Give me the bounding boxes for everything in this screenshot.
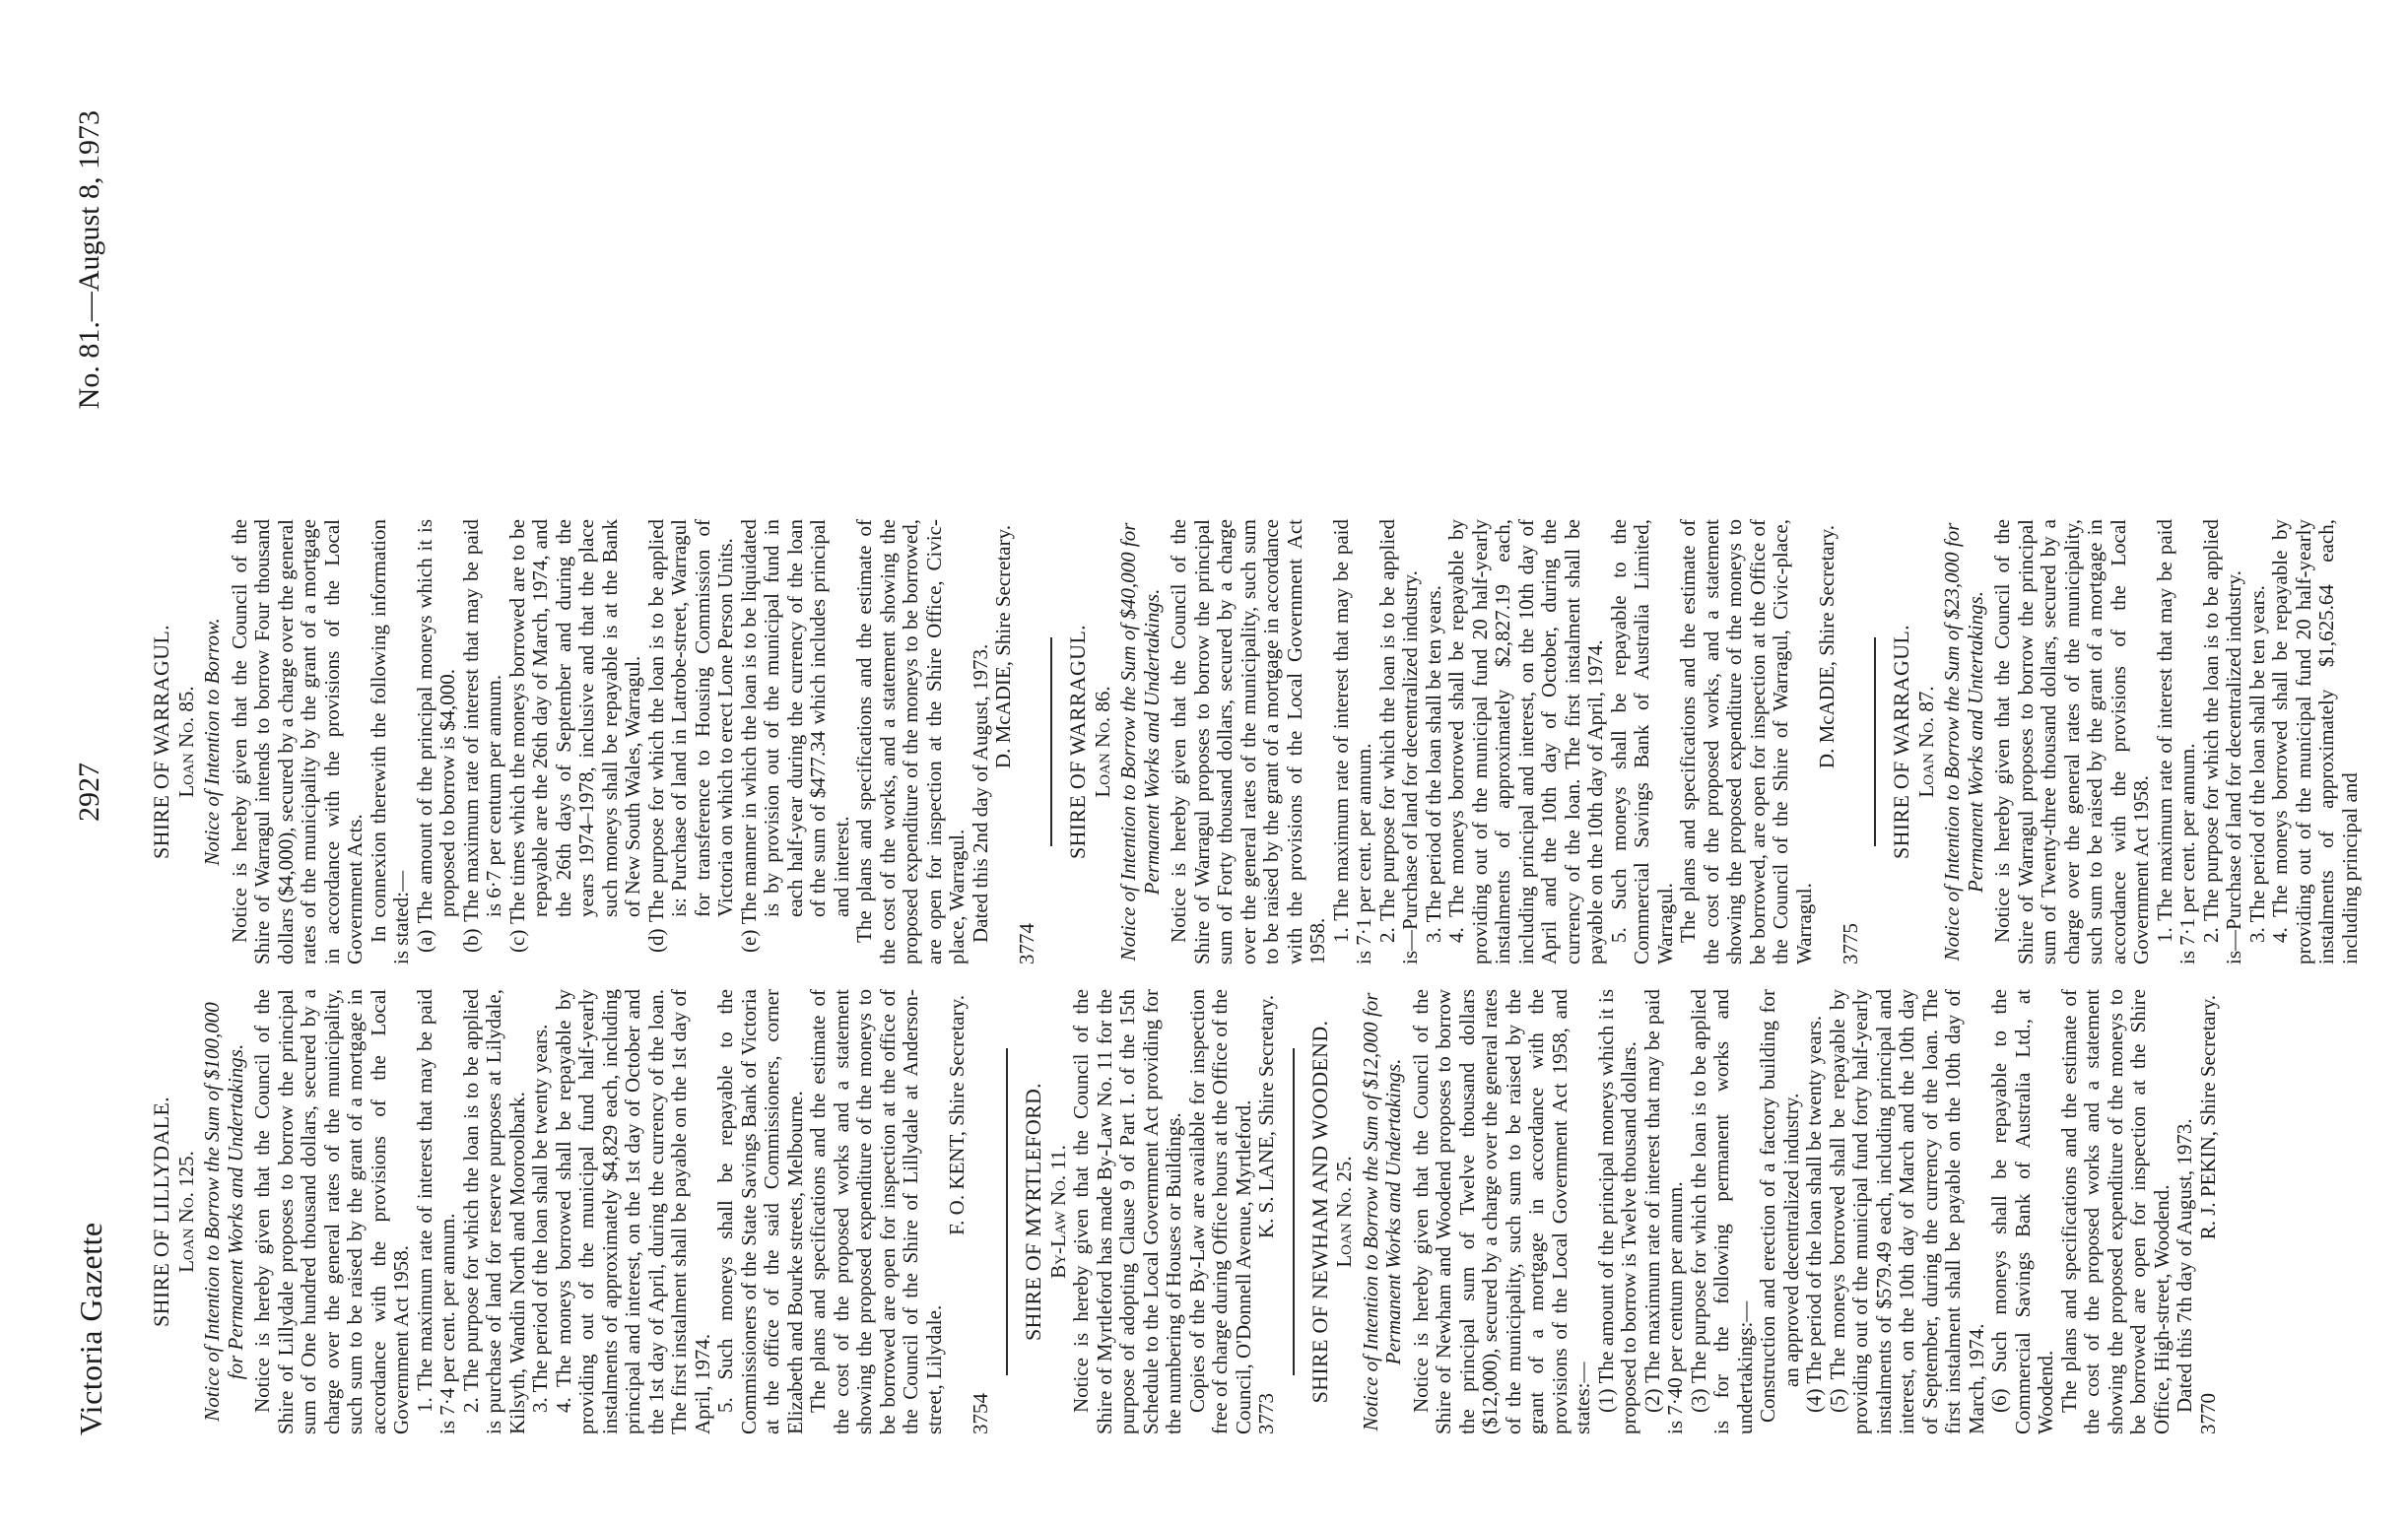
plans-paragraph: The plans and specifications and the estimate of the cost of the proposed works and a statement showing the proposed expenditure of the moneys to be borrowed are open for inspection at the Shire Office, High-street, Woodend. [2056, 989, 2174, 1434]
list-item: 1. The maximum rate of interest that may be paid is 7·1 per cent. per annum. [2152, 519, 2199, 964]
notice-warragul-85 [150, 519, 1038, 964]
section-divider [1293, 1048, 1295, 1375]
notice-heading: Notice of Intention to Borrow the Sum of $23,000 for Permanent Works and Untertakings. [1940, 522, 1987, 962]
list-item: (a) The amount of the principal moneys which it is proposed to borrow is $4,000. [412, 519, 459, 953]
list-item: 4. The moneys borrowed shall be repayable by providing out of the municipal fund 20 half-yearly instalments of approximately $1,625.64 each, including principal and [2268, 519, 2362, 964]
issue-date: No. 81.—August 8, 1973 [73, 110, 105, 410]
connexion-paragraph: In connexion therewith the following information is stated:— [366, 519, 413, 964]
reference-number: 3774 [1014, 923, 1038, 964]
signature: D. McADIE, Shire Secretary. [991, 525, 1015, 769]
plans-paragraph: The plans and specifications and the estimate of the cost of the proposed works, and a statement showing the proposed expenditure of the moneys to be borrowed, are open for inspection at the Office of the Council of the Shire of Warragul, Civic-place, Warragul. [1676, 519, 1816, 964]
notice-myrtleford [1022, 989, 1279, 1434]
top-edge-marks [18, 0, 24, 1529]
list-item: 4. The moneys borrowed shall be repayable by providing out of the municipal fund half-yearly instalments of approximately $4,829 each, including principal and interest, on the 1st day of October and the 1st day of April, during the currency of the loan. The first instalment shall be payable on the 1st day of April, 1974. [551, 989, 714, 1434]
list-item: (1) The amount of the principal moneys which it is proposed to borrow is Twelve thousand dollars. [1593, 989, 1640, 1434]
loan-number: Loan No. 87. [1913, 686, 1938, 798]
list-item: 2. The purpose for which the loan is to be applied is purchase of land for reserve purposes at Lilydale, Kilsyth, Wandin North and Mooroolbark. [458, 989, 529, 1434]
list-item: 5. Such moneys shall be repayable to the Commissioners of the State Savings Bank of Victoria at the office of the said Commissioners, corner Elizabeth and Bourke streets, Melbourne. [713, 989, 807, 1434]
notice-warragul-86 [1066, 519, 1862, 964]
list-item: 5. Such moneys shall be repayable to the Commercial Savings Bank of Australia Limited, Warragul. [1606, 519, 1677, 964]
notice-heading: Notice of Intention to Borrow the Sum of $12,000 for Permanent Works and Undertakings. [1358, 992, 1405, 1431]
notice-heading: Notice of Intention to Borrow. [200, 618, 224, 866]
section-divider [1050, 637, 1052, 846]
list-item: (4) The period of the loan shall be twenty years. [1802, 1015, 1826, 1413]
publication-title: Victoria Gazette [73, 1222, 108, 1435]
list-item: 1. The maximum rate of interest that may be paid is 7·1 per cent. per annum. [1328, 519, 1375, 964]
list-item: 4. The moneys borrowed shall be repayable by providing out of the municipal fund 20 half-yearly instalments of approximately $2,827.19 each, including principal and interest, on the 10th day of April and the 10th day of October, during the currency of the loan. The first instalment shall be payable on the 10th day of April, 1974. [1444, 519, 1607, 964]
section-divider [1006, 1048, 1008, 1375]
list-item: (e) The manner in which the loan is to be liquidated is by provision out of the municipal fund in each half-year during the currency of the loan of the sum of $477.34 which includes principal and interest. [736, 519, 853, 953]
notice-heading: Notice of Intention to Borrow the Sum of $100,000 for Permanent Works and Undertakings. [200, 1002, 247, 1422]
notice-intro: Notice is hereby given that the Council of the Shire of Lillydale proposes to borrow the principal sum of One hundred thousand dollars, secured by a charge over the general rates of the municipality, such sum to be raised by the grant of a mortgage in accordance with the provisions of the Local Government Act 1958. [250, 989, 413, 1434]
plans-paragraph: The plans and specifications and the estimate of the cost of the works, and a statement showing the proposed expenditure of the moneys to be borrowed, are open for inspection at the Shire Office, Civic-place, Warragul. [852, 519, 969, 964]
signature: K. S. LANE, Shire Secretary. [1254, 995, 1278, 1239]
notice-intro: Notice is hereby given that the Council of the Shire of Myrtleford has made By-Law No. 11 for the purpose of adopting Clause 9 of Part I. of the 15th Schedule to the Local Government Act providing for the numbering of Houses or Buildings. [1069, 989, 1185, 1434]
section-title: SHIRE OF MYRTLEFORD. [1021, 1083, 1045, 1341]
list-item: (3) The purpose for which the loan is to be applied is for the following permanent works and undertakings:— [1686, 989, 1757, 1434]
list-item: (6) Such moneys shall be repayable to the Commercial Savings Bank of Australia Ltd., at Woodend. [1987, 989, 2057, 1434]
list-item: (5) The moneys borrowed shall be repayable by providing out of the municipal fund forty half-yearly instalments of $579.49 each, including principal and interest, on the 10th day of March and the 10th day of September, during the currency of the loan. The first instalment shall be payable on the 10th day of March, 1974. [1825, 989, 1988, 1434]
section-title: SHIRE OF WARRAGUL. [1065, 625, 1090, 859]
section-title: SHIRE OF NEWHAM AND WOODEND. [1306, 1020, 1332, 1404]
reference-number: 3770 [2195, 1393, 2220, 1434]
reference-number: 3754 [968, 1393, 992, 1434]
section-title: SHIRE OF WARRAGUL. [149, 625, 173, 859]
list-item: 3. The period of the loan shall be ten years. [2244, 585, 2269, 943]
list-item: (d) The purpose for which the loan is to be applied is: Purchase of land in Latrobe-street, Warragul for transference to Housing Commission of Victoria on which to erect Lone Person Units. [643, 519, 737, 953]
notice-newham-woodend [1308, 989, 2221, 1434]
section-title: SHIRE OF WARRAGUL. [1889, 625, 1913, 859]
notice-intro: Notice is hereby given that the Council of the Shire of Warragul proposes to borrow the principal sum of Twenty-three thousand dollars, secured by a charge over the general rates of the municipality, such sum to be raised by the grant of a mortgage in accordance with the provisions of the Local Government Act 1958. [1990, 519, 2153, 964]
loan-number: Loan No. 25. [1332, 1156, 1356, 1268]
notice-lillydale [150, 989, 992, 1434]
list-item: 1. The maximum rate of interest that may be paid is 7·4 per cent. per annum. [412, 989, 459, 1434]
copies-paragraph: Copies of the By-Law are available for inspection free of charge during Office hours at the Office of the Council, O'Donnell Avenue, Myrtleford. [1184, 989, 1255, 1434]
column-1 [136, 989, 2220, 1434]
reference-number: 3773 [1254, 1393, 1278, 1434]
bylaw-number: By-Law No. 11. [1045, 1145, 1070, 1279]
list-item: 2. The purpose for which the loan is to be applied is—Purchase of land for decentralized industry. [2198, 519, 2245, 964]
list-item: (2) The maximum rate of interest that may be paid is 7·40 per centum per annum. [1639, 989, 1687, 1434]
page-number: 2927 [73, 763, 105, 822]
loan-number: Loan No. 86. [1090, 686, 1114, 798]
notice-heading: Notice of Intention to Borrow the Sum of $40,000 for Permanent Works and Undertakings. [1116, 522, 1164, 962]
section-title: SHIRE OF LILLYDALE. [149, 1097, 173, 1327]
notice-warragul-87 [1890, 519, 2362, 964]
signature: D. McADIE, Shire Secretary. [1815, 525, 1839, 769]
list-item: 3. The period of the loan shall be twenty years. [528, 1024, 552, 1413]
dated-line: Dated this 7th day of August, 1973. [2173, 1118, 2196, 1413]
list-item: (c) The times which the moneys borrowed are to be repayable are the 26th day of March, 1974, and the 26th days of September and during the years 1974–1978, inclusive and that the place such moneys shall be repayable is at the Bank of New South Wales, Warragul. [504, 519, 644, 953]
dated-line: Dated this 2nd day of August, 1973. [968, 643, 992, 943]
list-item: (b) The maximum rate of interest that may be paid is 6·7 per centum per annum. [458, 519, 505, 953]
list-item: 2. The purpose for which the loan is to be applied is—Purchase of land for decentralized industry. [1374, 519, 1422, 964]
reference-number: 3775 [1838, 923, 1862, 964]
section-divider [1874, 637, 1876, 846]
plans-paragraph: The plans and specifications and the estimate of the cost of the proposed works and a statement showing the proposed expenditure of the moneys to be borrowed are open for inspection at the office of the Council of the Shire of Lillydale at Anderson-street, Lilydale. [806, 989, 946, 1434]
notice-intro: Notice is hereby given that the Council of the Shire of Warragul proposes to borrow the principal sum of Forty thousand dollars, secured by a charge over the general rates of the municipality, such sum to be raised by the grant of a mortgage in accordance with the provisions of the Local Government Act 1958. [1167, 519, 1329, 964]
notice-intro: Notice is hereby given that the Council of the Shire of Newham and Woodend proposes to borrow the principal sum of Twelve thousand dollars ($12,000), secured by a charge over the general rates of the municipality, such sum to be raised by the grant of a mortgage in accordance with the provisions of the Local Government Act 1958, and states:— [1408, 989, 1594, 1434]
signature: F. O. KENT, Shire Secretary. [945, 995, 969, 1235]
loan-number: Loan No. 85. [173, 686, 198, 798]
loan-number: Loan No. 125. [173, 1151, 198, 1273]
list-item: Construction and erection of a factory building for an approved decentralized industry. [1756, 989, 1803, 1423]
column-2 [136, 519, 2362, 964]
signature: R. J. PEKIN, Shire Secretary. [2195, 995, 2220, 1240]
notice-intro: Notice is hereby given that the Council of the Shire of Warragul intends to borrow Four thousand dollars ($4,000), secured by a charge over the general rates of the municipality by the grant of a mortgage in accordance with the provisions of the Local Government Acts. [227, 519, 367, 964]
list-item: 3. The period of the loan shall be ten years. [1421, 585, 1445, 943]
